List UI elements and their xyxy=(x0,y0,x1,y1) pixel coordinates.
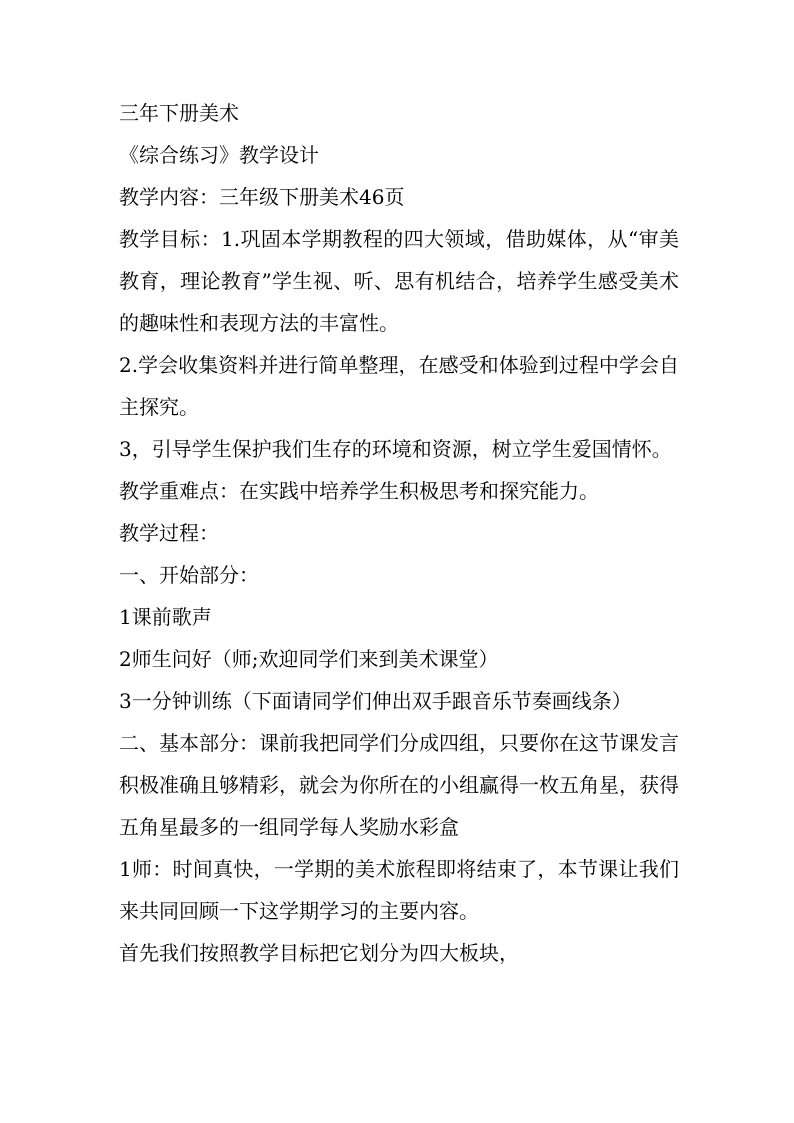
teaching-content: 教学内容：三年级下册美术46页 xyxy=(119,185,405,209)
teaching-goal-2: 2.学会收集资料并进行简单整理，在感受和体验到过程中学会自主探究。 xyxy=(119,353,679,419)
document-title: 三年下册美术 xyxy=(119,101,239,125)
lesson-title: 《综合练习》教学设计 xyxy=(119,143,319,167)
basic-step-1: 1师：时间真快，一学期的美术旅程即将结束了，本节课让我们来共同回顾一下这学期学习的主要内容。 xyxy=(119,857,679,923)
basic-step-1-continued: 首先我们按照教学目标把它划分为四大板块， xyxy=(119,941,519,965)
opening-step-3: 3一分钟训练（下面请同学们伸出双手跟音乐节奏画线条） xyxy=(119,689,632,713)
document-body xyxy=(119,92,679,974)
section-basic: 二、基本部分：课前我把同学们分成四组，只要你在这节课发言积极准确且够精彩，就会为你所在的小组赢得一枚五角星，获得五角星最多的一组同学每人奖励水彩盒 xyxy=(119,731,679,839)
section-opening-heading: 一、开始部分： xyxy=(119,563,259,587)
teaching-goal-1: 教学目标：1.巩固本学期教程的四大领域，借助媒体，从“审美教育，理论教育”学生视、听、思有机结合，培养学生感受美术的趣味性和表现方法的丰富性。 xyxy=(119,227,679,335)
teaching-goal-3: 3，引导学生保护我们生存的环境和资源，树立学生爱国情怀。 xyxy=(119,437,672,461)
teaching-process-heading: 教学过程： xyxy=(119,521,219,545)
opening-step-2: 2师生问好（师;欢迎同学们来到美术课堂） xyxy=(119,647,499,671)
teaching-difficulty: 教学重难点：在实践中培养学生积极思考和探究能力。 xyxy=(119,479,599,503)
opening-step-1: 1课前歌声 xyxy=(119,605,212,629)
